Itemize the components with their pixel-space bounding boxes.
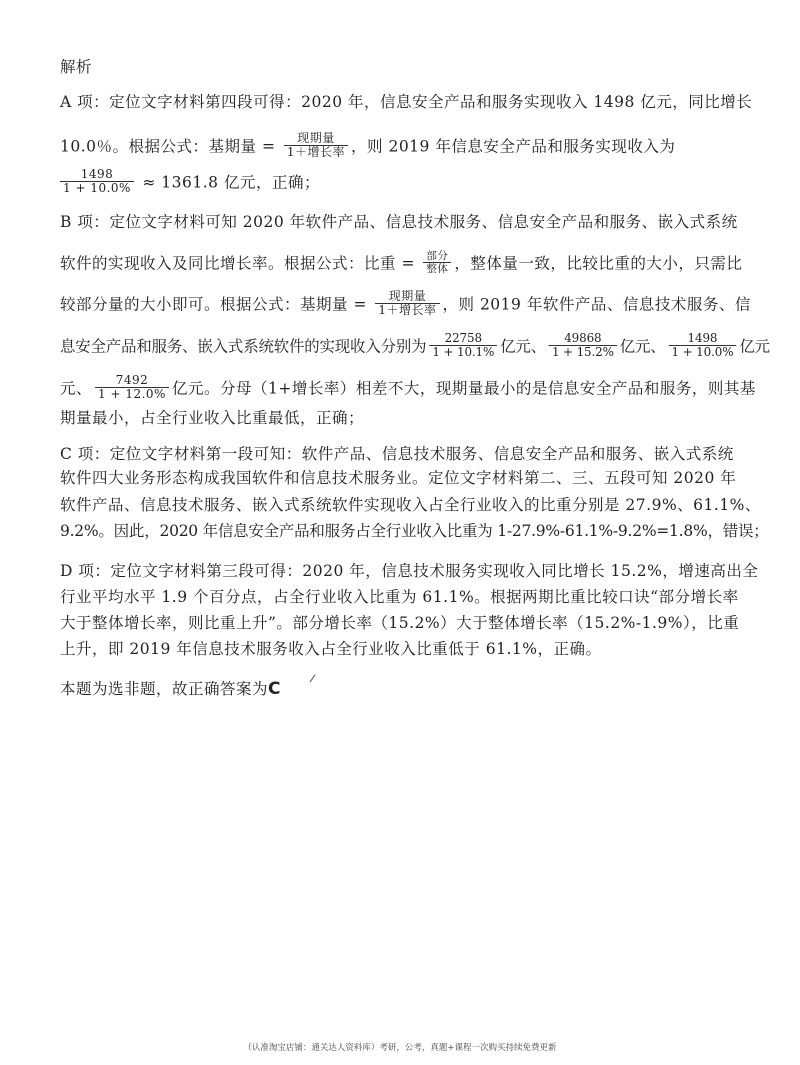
pen-mark — [310, 675, 316, 683]
separator: 、 — [530, 337, 546, 356]
unit-yiyuan: 亿元 — [619, 337, 651, 356]
option-d-line-3: 大于整体增长率，则比重上升”。部分增长率（15.2%）大于整体增长率（15.2%-1.9%），比重 — [60, 614, 740, 632]
option-a-text-2b: ，则 2019 年信息安全产品和服务实现收入为 — [351, 137, 676, 156]
formula-numerator: 部分 — [426, 250, 449, 262]
option-a-line-3 — [60, 167, 320, 197]
fraction-numerator: 1498 — [80, 167, 114, 181]
option-d-line-1: D 项：定位文字材料第三段可得：2020 年，信息技术服务实现收入同比增长 15.2%，增速高出全 — [60, 562, 759, 580]
option-b-line-4 — [60, 331, 770, 361]
option-d-line-2: 行业平均水平 1.9 个百分点，占全行业收入比重为 61.1%。根据两期比重比较口诀“部分增长率 — [60, 588, 739, 606]
proportion-formula — [423, 250, 451, 275]
formula-denominator: 1＋增长率 — [375, 303, 439, 317]
option-a-text-2a: 10.0％。根据公式：基期量 — [60, 137, 262, 156]
calc-fraction-1498 — [60, 168, 134, 195]
equals-sign: = — [353, 295, 367, 314]
formula-numerator: 现期量 — [388, 289, 427, 303]
calc-fraction-7492 — [95, 374, 169, 401]
option-b-line-6: 期量最小，占全行业收入比重最低，正确； — [60, 409, 365, 427]
option-c-line-4: 9.2%。因此，2020 年信息安全产品和服务占全行业收入比重为 1-27.9%-61.1%-9.2%=1.8%，错误； — [60, 522, 769, 540]
formula-denominator: 1＋增长率 — [284, 145, 348, 159]
option-b-text-3b: ，则 2019 年软件产品、信息技术服务、信 — [442, 295, 751, 314]
option-b-text-3a: 较部分量的大小即可。根据公式：基期量 — [60, 295, 354, 314]
option-a-text-3b: ≈ 1361.8 亿元，正确； — [136, 173, 320, 192]
calc-fraction-49868 — [549, 332, 617, 359]
formula-denominator: 整体 — [423, 262, 451, 275]
equals-sign: = — [261, 137, 276, 156]
base-period-formula — [375, 290, 439, 317]
fraction-denominator: 1 + 12.0% — [95, 387, 169, 401]
fraction-numerator: 49868 — [564, 331, 602, 345]
option-d-line-4: 上升，即 2019 年信息技术服务收入占全行业收入比重低于 61.1%，正确。 — [60, 640, 602, 658]
fraction-denominator: 1 + 10.0% — [60, 181, 134, 195]
unit-yiyuan: 亿元 — [739, 337, 770, 356]
calc-fraction-1498 — [669, 332, 737, 359]
option-b-text-5b: 亿元。分母（1+增长率）相差不大，现期量最小的是信息安全产品和服务，则其基 — [171, 379, 756, 398]
correct-answer: C — [268, 679, 281, 699]
fraction-denominator: 1 + 10.0% — [669, 345, 737, 359]
fraction-numerator: 22758 — [444, 331, 482, 345]
option-a-line-2 — [60, 131, 676, 161]
conclusion-line — [60, 679, 281, 699]
option-b-text-5a: 元、 — [60, 379, 93, 398]
fraction-numerator: 1498 — [687, 331, 718, 345]
base-period-formula — [284, 132, 348, 159]
formula-numerator: 现期量 — [297, 131, 335, 145]
option-b-text-2a: 软件的实现收入及同比增长率。根据公式：比重 — [60, 254, 402, 273]
option-a-line-1: A 项：定位文字材料第四段可得：2020 年，信息安全产品和服务实现收入 1498 亿元，同比增长 — [60, 93, 753, 111]
analysis-heading: 解析 — [60, 58, 93, 76]
page-footer: （认准淘宝店铺：通关达人资料库）考研，公考，真题+课程一次购买持续免费更新 — [243, 1043, 557, 1053]
option-c-line-1: C 项：定位文字材料第一段可知：软件产品、信息技术服务、信息安全产品和服务、嵌入式系统 — [60, 445, 734, 463]
fraction-numerator: 7492 — [115, 373, 149, 387]
unit-yiyuan: 亿元 — [500, 337, 531, 356]
fraction-denominator: 1 + 10.1% — [429, 345, 497, 359]
separator: 、 — [650, 337, 666, 356]
option-c-line-3: 软件产品、信息技术服务、嵌入式系统软件实现收入占全行业收入的比重分别是 27.9%、61.1%、 — [60, 496, 761, 514]
option-b-line-5 — [60, 373, 756, 403]
option-b-line-3 — [60, 289, 751, 319]
equals-sign: = — [401, 254, 415, 273]
option-c-line-2: 软件四大业务形态构成我国软件和信息技术服务业。定位文字材料第二、三、五段可知 2020 年 — [60, 469, 737, 487]
fraction-denominator: 1 + 15.2% — [549, 345, 617, 359]
option-b-text-2b: ，整体量一致，比较比重的大小，只需比 — [454, 254, 743, 273]
option-b-line-2 — [60, 252, 742, 277]
calc-fraction-22758 — [429, 332, 497, 359]
option-b-text-4a: 息安全产品和服务、嵌入式系统软件的实现收入分别为 — [60, 337, 427, 356]
conclusion-text: 本题为选非题，故正确答案为 — [60, 680, 269, 698]
option-b-line-1: B 项：定位文字材料可知 2020 年软件产品、信息技术服务、信息安全产品和服务、嵌入式系统 — [60, 213, 738, 231]
